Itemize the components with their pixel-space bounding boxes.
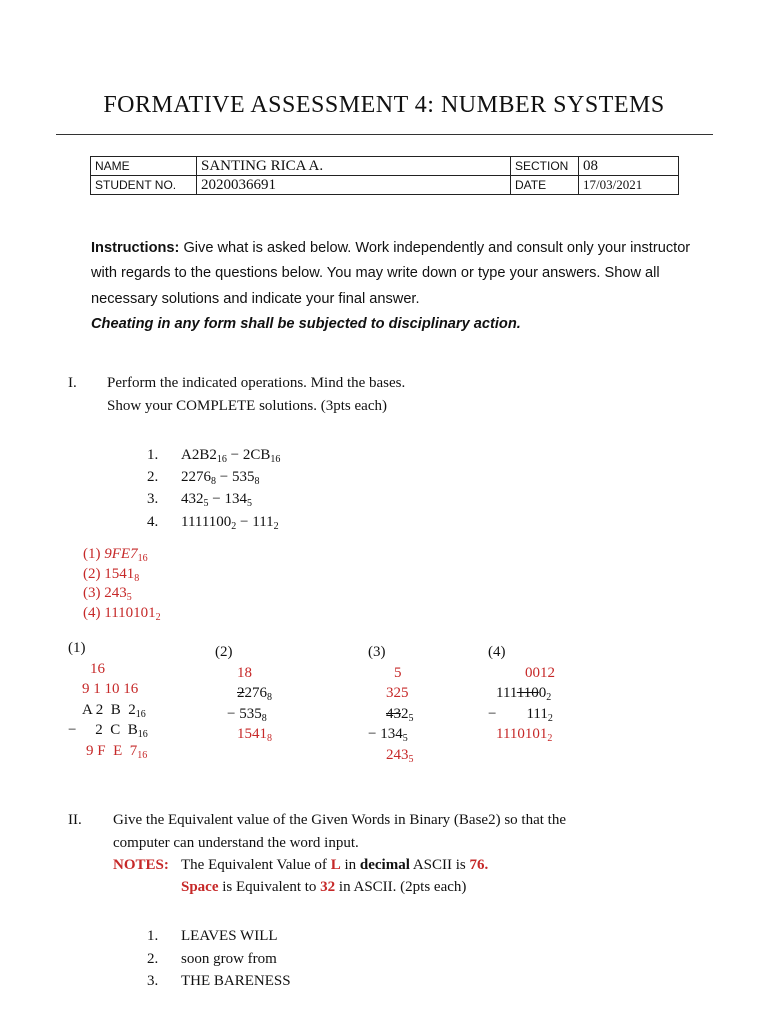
student-no-value: 2020036691 bbox=[197, 176, 511, 195]
solution-4-result: $1110101_2$ bbox=[496, 726, 553, 744]
section-value: 08 bbox=[579, 157, 679, 176]
word-item-3: 3. THE BARENESS bbox=[147, 973, 291, 989]
final-answers bbox=[83, 545, 161, 623]
answer-1: (1) $9FE7_{16}$ bbox=[83, 546, 148, 564]
question-4: 4. $1111100_2 - 111_2$ bbox=[147, 513, 279, 532]
part2-line1: Give the Equivalent value of the Given Words in Binary (Base2) so that the bbox=[113, 812, 566, 828]
solution-3-label: (3) bbox=[368, 644, 386, 660]
solution-4 bbox=[488, 642, 555, 745]
title-divider bbox=[56, 134, 713, 135]
solution-2 bbox=[215, 642, 272, 745]
part1-line2: Show your COMPLETE solutions. (3pts each) bbox=[107, 398, 387, 414]
solution-4-minuend: $1111100_2$ bbox=[496, 685, 552, 703]
question-3: 3. $432_5 - 134_5$ bbox=[147, 491, 252, 510]
solution-1-borrow: 16 bbox=[90, 660, 105, 677]
instructions-block bbox=[91, 236, 691, 337]
instructions-label: Instructions: bbox=[91, 240, 180, 256]
date-value: 17/03/2021 bbox=[579, 176, 679, 195]
solution-2-borrow: 18 bbox=[237, 664, 252, 681]
solution-4-label: (4) bbox=[488, 644, 506, 660]
solution-2-minuend: $2276_8$ bbox=[237, 685, 272, 703]
solution-2-subtrahend: − $535_8$ bbox=[227, 705, 267, 724]
date-label: DATE bbox=[511, 176, 579, 195]
solution-3 bbox=[368, 642, 414, 765]
solution-3-minuend: $432_5$ bbox=[386, 705, 414, 724]
answer-2: (2) $1541_8$ bbox=[83, 565, 140, 584]
page-title: FORMATIVE ASSESSMENT 4: NUMBER SYSTEMS bbox=[103, 92, 665, 118]
solution-3-subtrahend: − $134_5$ bbox=[368, 726, 408, 744]
part2-line2: computer can understand the word input. bbox=[113, 835, 359, 851]
solution-1-result: 9 F E $7_{16}$ bbox=[86, 742, 148, 761]
solution-3-borrow-row: 325 bbox=[386, 685, 409, 701]
solution-1-borrow-row: 9 1 10 16 bbox=[82, 681, 139, 697]
instructions-text: Give what is asked below. Work independently and consult only your instructor with regards to the questions below. You may write down or type your answers. Show all necessary solutions and indicate your final answer. bbox=[91, 240, 691, 307]
solution-2-result: $1541_8$ bbox=[237, 726, 272, 744]
part1-line1: Perform the indicated operations. Mind the bases. bbox=[107, 375, 406, 391]
solution-1 bbox=[68, 638, 148, 761]
part1-numeral: I. bbox=[68, 375, 77, 391]
student-no-label: STUDENT NO. bbox=[91, 176, 197, 195]
answer-4: (4) $1110101_2$ bbox=[83, 604, 161, 623]
notes-label: NOTES: bbox=[113, 857, 169, 873]
solution-1-label: (1) bbox=[68, 640, 86, 656]
solution-3-result: $243_5$ bbox=[386, 746, 414, 765]
student-info-table bbox=[90, 156, 679, 195]
note-2: Space is Equivalent to 32 in ASCII. (2pts each) bbox=[181, 879, 467, 895]
answer-3: (3) $243_5$ bbox=[83, 585, 132, 604]
note-1: The Equivalent Value of L in decimal ASCII is 76. bbox=[181, 857, 489, 873]
word-item-1: 1. LEAVES WILL bbox=[147, 928, 278, 944]
question-list bbox=[147, 444, 280, 533]
name-value: SANTING RICA A. bbox=[197, 157, 511, 176]
solution-4-borrow: 0012 bbox=[525, 664, 555, 681]
solution-1-subtrahend: − 2 C $B_{16}$ bbox=[68, 722, 148, 740]
solution-1-minuend: A 2 B $2_{16}$ bbox=[82, 701, 146, 720]
cheating-warning: Cheating in any form shall be subjected to disciplinary action. bbox=[91, 315, 521, 332]
solution-2-label: (2) bbox=[215, 644, 233, 660]
name-label: NAME bbox=[91, 157, 197, 176]
solution-3-borrow: 5 bbox=[394, 664, 402, 681]
part2-numeral: II. bbox=[68, 812, 82, 828]
solution-4-subtrahend: − $111_2$ bbox=[488, 705, 553, 724]
section-label: SECTION bbox=[511, 157, 579, 176]
question-2: 2. $2276_8 - 535_8$ bbox=[147, 469, 260, 488]
word-item-2: 2. soon grow from bbox=[147, 950, 277, 967]
word-list bbox=[147, 925, 291, 993]
question-1: 1. $A2B2_{16} - 2CB_{16}$ bbox=[147, 447, 281, 465]
